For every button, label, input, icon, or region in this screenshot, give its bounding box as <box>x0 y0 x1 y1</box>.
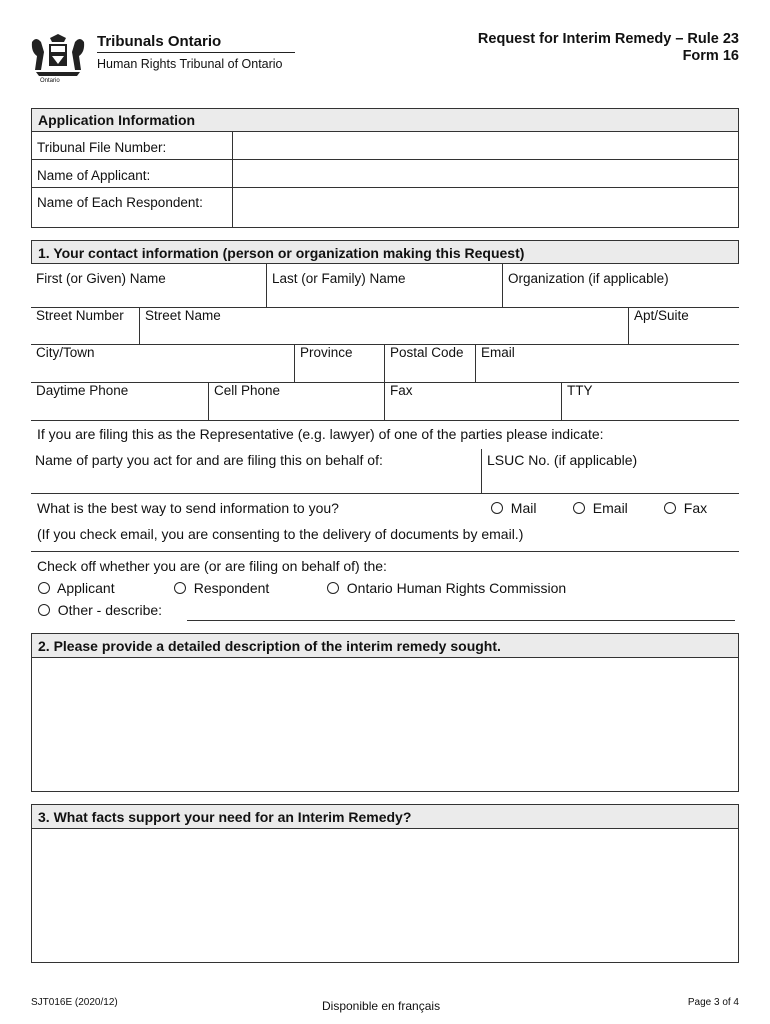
respondent-names-field[interactable] <box>233 188 738 228</box>
lsuc-field[interactable] <box>482 471 739 492</box>
mail-radio[interactable] <box>491 502 503 514</box>
email-option-label: Email <box>592 500 628 516</box>
street-name-label: Street Name <box>145 308 221 323</box>
representative-note: If you are filing this as the Representative (e.g. lawyer) of one of the parties please indicate: <box>37 426 604 442</box>
first-name-field[interactable] <box>32 284 266 306</box>
email-label: Email <box>481 345 515 360</box>
section2-box <box>31 633 739 792</box>
header-rule <box>97 52 295 53</box>
first-name-label: First (or Given) Name <box>36 271 166 286</box>
last-name-field[interactable] <box>267 284 502 306</box>
supporting-facts-field[interactable] <box>32 830 738 962</box>
role-other-option[interactable] <box>38 602 162 618</box>
option-email[interactable] <box>573 500 628 516</box>
province-field[interactable] <box>295 361 384 381</box>
fax-radio[interactable] <box>664 502 676 514</box>
section3-heading: 3. What facts support your need for an Interim Remedy? <box>32 805 738 829</box>
application-info-box <box>31 108 739 228</box>
file-number-label: Tribunal File Number: <box>37 140 167 155</box>
other-describe-field[interactable] <box>187 603 735 621</box>
organization-field[interactable] <box>503 284 739 306</box>
role-ohrc-option[interactable] <box>327 580 566 596</box>
daytime-phone-label: Daytime Phone <box>36 383 129 398</box>
street-number-label: Street Number <box>36 308 124 323</box>
city-field[interactable] <box>32 361 294 381</box>
role-respondent-option[interactable] <box>174 580 269 596</box>
cell-phone-label: Cell Phone <box>214 383 281 398</box>
tty-label: TTY <box>567 383 593 398</box>
last-name-label: Last (or Family) Name <box>272 271 406 286</box>
email-radio[interactable] <box>573 502 585 514</box>
party-name-field[interactable] <box>31 471 481 492</box>
application-info-heading: Application Information <box>32 109 738 132</box>
form-code: SJT016E (2020/12) <box>31 997 118 1008</box>
respondent-radio[interactable] <box>174 582 186 594</box>
fax-label: Fax <box>390 383 413 398</box>
street-name-field[interactable] <box>140 324 628 343</box>
lsuc-label: LSUC No. (if applicable) <box>487 452 638 468</box>
section1-heading: 1. Your contact information (person or organization making this Request) <box>32 241 738 264</box>
applicant-name-label: Name of Applicant: <box>37 168 151 183</box>
other-role-label: Other - describe: <box>57 602 163 618</box>
postal-code-field[interactable] <box>385 361 475 381</box>
logo-caption: Ontario <box>40 78 60 84</box>
other-radio[interactable] <box>38 604 50 616</box>
option-fax[interactable] <box>664 500 707 516</box>
file-number-field[interactable] <box>233 133 738 159</box>
city-label: City/Town <box>36 345 95 360</box>
interim-remedy-description-field[interactable] <box>32 659 738 791</box>
cell-phone-field[interactable] <box>209 399 384 419</box>
applicant-role-label: Applicant <box>57 580 115 596</box>
role-applicant-option[interactable] <box>38 580 115 596</box>
ohrc-role-label: Ontario Human Rights Commission <box>346 580 567 596</box>
party-name-label: Name of party you act for and are filing this on behalf of: <box>35 452 383 468</box>
respondent-names-label: Name of Each Respondent: <box>37 195 203 210</box>
contact-method-question: What is the best way to send information to you? <box>37 500 339 516</box>
postal-code-label: Postal Code <box>390 345 464 360</box>
fax-field[interactable] <box>385 399 561 419</box>
organization-label: Organization (if applicable) <box>508 271 669 286</box>
province-label: Province <box>300 345 353 360</box>
applicant-name-field[interactable] <box>233 160 738 187</box>
form-number: Form 16 <box>682 48 739 64</box>
fax-option-label: Fax <box>683 500 708 516</box>
respondent-role-label: Respondent <box>193 580 270 596</box>
french-availability: Disponible en français <box>322 999 441 1013</box>
form-title-block <box>478 31 739 65</box>
page-number: Page 3 of 4 <box>687 997 739 1008</box>
apt-suite-field[interactable] <box>629 324 739 343</box>
email-consent-note: (If you check email, you are consenting to the delivery of documents by email.) <box>37 526 524 542</box>
org-name: Tribunals Ontario <box>97 33 222 50</box>
applicant-radio[interactable] <box>38 582 50 594</box>
tty-field[interactable] <box>562 399 739 419</box>
apt-suite-label: Apt/Suite <box>634 308 689 323</box>
section2-heading: 2. Please provide a detailed description of the interim remedy sought. <box>32 634 738 658</box>
form-title: Request for Interim Remedy – Rule 23 <box>477 31 739 47</box>
daytime-phone-field[interactable] <box>32 399 208 419</box>
ohrc-radio[interactable] <box>327 582 339 594</box>
section3-box <box>31 804 739 963</box>
street-number-field[interactable] <box>32 324 139 343</box>
mail-label: Mail <box>510 500 537 516</box>
tribunal-name: Human Rights Tribunal of Ontario <box>97 57 283 71</box>
option-mail[interactable] <box>491 500 536 516</box>
email-field[interactable] <box>476 361 739 381</box>
role-question: Check off whether you are (or are filing on behalf of) the: <box>37 558 387 574</box>
section1-header-box <box>31 240 739 264</box>
